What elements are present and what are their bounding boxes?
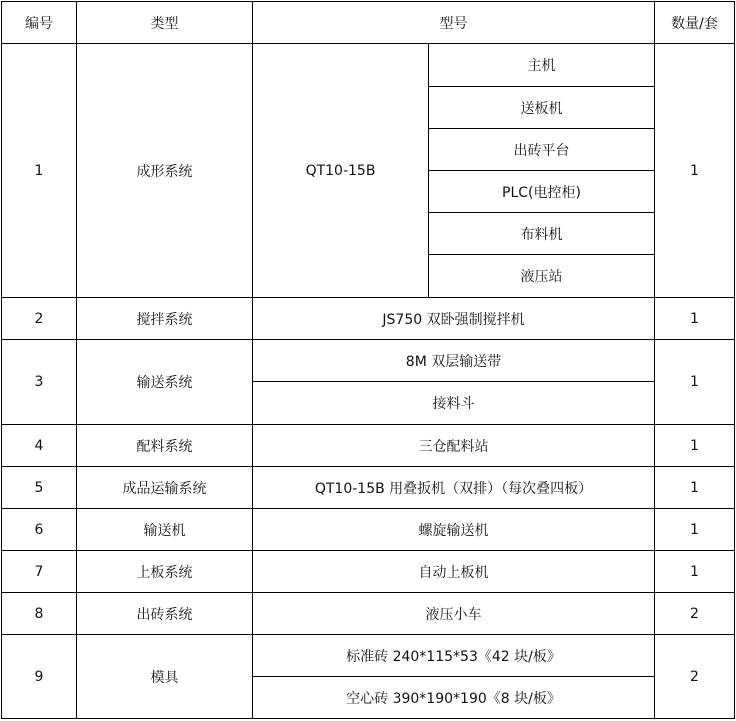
row-qty: 1 [655,44,735,298]
row-type: 输送机 [77,509,253,551]
row-qty: 1 [655,298,735,340]
row-number: 6 [2,509,77,551]
row-part: 液压站 [429,255,655,298]
row-model: QT10-15B 用叠扳机（双排）（每次叠四板） [253,467,655,509]
row-qty: 1 [655,425,735,467]
equipment-table [1,1,735,719]
row-part: 主机 [429,44,655,87]
row-number: 2 [2,298,77,340]
row-model: 自动上板机 [253,551,655,593]
row-type: 出砖系统 [77,593,253,635]
row-qty: 2 [655,635,735,719]
table-row [2,425,735,467]
row-model: 螺旋输送机 [253,509,655,551]
row-qty: 1 [655,509,735,551]
table-row [2,44,735,87]
row-type: 搅拌系统 [77,298,253,340]
row-number: 7 [2,551,77,593]
row-qty: 1 [655,340,735,425]
table-row [2,509,735,551]
row-number: 1 [2,44,77,298]
row-type: 配料系统 [77,425,253,467]
row-part: 送板机 [429,87,655,129]
row-model: JS750 双卧强制搅拌机 [253,298,655,340]
row-type: 成形系统 [77,44,253,298]
row-model: 接料斗 [253,382,655,425]
header-model: 型号 [253,2,655,44]
row-number: 9 [2,635,77,719]
row-part: 布料机 [429,213,655,255]
row-number: 4 [2,425,77,467]
row-qty: 1 [655,467,735,509]
table-row [2,340,735,382]
row-type: 输送系统 [77,340,253,425]
row-number: 3 [2,340,77,425]
header-qty: 数量/套 [655,2,735,44]
header-row [2,2,735,44]
table-row [2,298,735,340]
table-row [2,551,735,593]
header-no: 编号 [2,2,77,44]
row-type: 成品运输系统 [77,467,253,509]
row-model: 三仓配料站 [253,425,655,467]
row-part: PLC(电控柜) [429,171,655,213]
row-model: 标准砖 240*115*53《42 块/板》 [253,635,655,677]
row-model: 8M 双层输送带 [253,340,655,382]
row-model: QT10-15B [253,44,429,298]
row-qty: 2 [655,593,735,635]
row-type: 上板系统 [77,551,253,593]
header-type: 类型 [77,2,253,44]
row-model: 液压小车 [253,593,655,635]
table-row [2,467,735,509]
row-number: 8 [2,593,77,635]
row-type: 模具 [77,635,253,719]
row-model: 空心砖 390*190*190《8 块/板》 [253,677,655,719]
table-row [2,593,735,635]
table-row [2,635,735,677]
row-part: 出砖平台 [429,129,655,171]
row-number: 5 [2,467,77,509]
row-qty: 1 [655,551,735,593]
